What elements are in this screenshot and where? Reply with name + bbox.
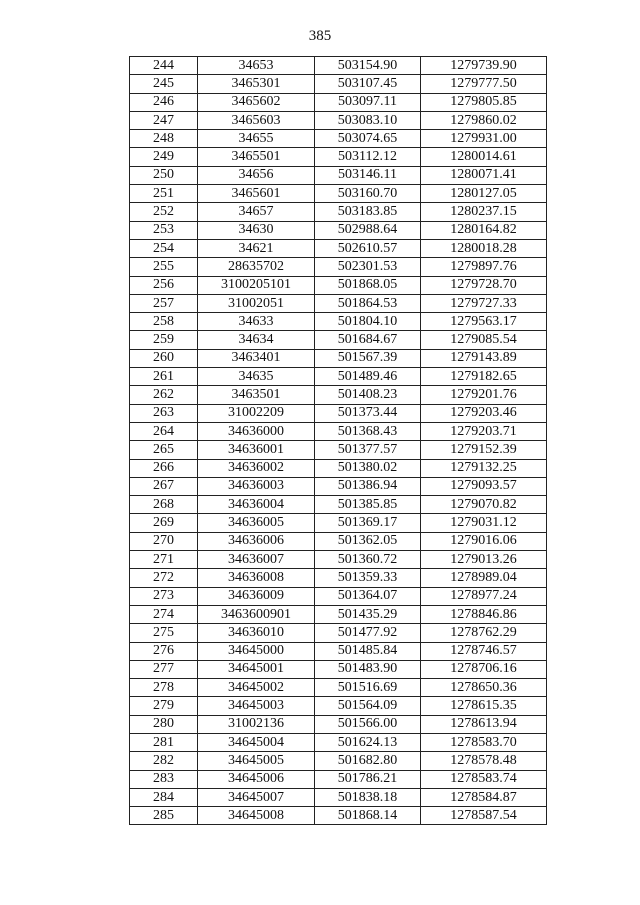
row-index-cell: 272	[130, 569, 198, 587]
point-id-cell: 34645006	[198, 770, 315, 788]
table-row	[130, 551, 547, 569]
y-coordinate-cell: 1278613.94	[421, 715, 547, 733]
table-row	[130, 276, 547, 294]
row-index-cell: 281	[130, 733, 198, 751]
y-coordinate-cell: 1279031.12	[421, 514, 547, 532]
x-coordinate-cell: 501489.46	[315, 368, 421, 386]
table-row	[130, 532, 547, 550]
table-row	[130, 624, 547, 642]
table-row	[130, 368, 547, 386]
point-id-cell: 34636009	[198, 587, 315, 605]
x-coordinate-cell: 501682.80	[315, 752, 421, 770]
table-row	[130, 57, 547, 75]
y-coordinate-cell: 1279203.46	[421, 404, 547, 422]
y-coordinate-cell: 1279739.90	[421, 57, 547, 75]
row-index-cell: 258	[130, 313, 198, 331]
x-coordinate-cell: 501408.23	[315, 386, 421, 404]
point-id-cell: 34657	[198, 203, 315, 221]
table-row	[130, 221, 547, 239]
point-id-cell: 3465501	[198, 148, 315, 166]
y-coordinate-cell: 1278583.70	[421, 733, 547, 751]
point-id-cell: 3465602	[198, 93, 315, 111]
x-coordinate-cell: 501516.69	[315, 679, 421, 697]
x-coordinate-cell: 501362.05	[315, 532, 421, 550]
row-index-cell: 256	[130, 276, 198, 294]
row-index-cell: 249	[130, 148, 198, 166]
y-coordinate-cell: 1279931.00	[421, 130, 547, 148]
x-coordinate-cell: 501373.44	[315, 404, 421, 422]
y-coordinate-cell: 1278846.86	[421, 605, 547, 623]
x-coordinate-cell: 501483.90	[315, 660, 421, 678]
y-coordinate-cell: 1279070.82	[421, 496, 547, 514]
x-coordinate-cell: 501364.07	[315, 587, 421, 605]
table-row	[130, 111, 547, 129]
point-id-cell: 34636010	[198, 624, 315, 642]
x-coordinate-cell: 503183.85	[315, 203, 421, 221]
table-row	[130, 386, 547, 404]
y-coordinate-cell: 1278746.57	[421, 642, 547, 660]
x-coordinate-cell: 503146.11	[315, 166, 421, 184]
x-coordinate-cell: 501564.09	[315, 697, 421, 715]
x-coordinate-cell: 503154.90	[315, 57, 421, 75]
row-index-cell: 279	[130, 697, 198, 715]
y-coordinate-cell: 1279563.17	[421, 313, 547, 331]
table-row	[130, 441, 547, 459]
row-index-cell: 260	[130, 349, 198, 367]
point-id-cell: 3465601	[198, 185, 315, 203]
y-coordinate-cell: 1278706.16	[421, 660, 547, 678]
x-coordinate-cell: 501377.57	[315, 441, 421, 459]
page-number: 385	[308, 28, 332, 44]
x-coordinate-cell: 503083.10	[315, 111, 421, 129]
table-row	[130, 605, 547, 623]
point-id-cell: 34636003	[198, 477, 315, 495]
row-index-cell: 278	[130, 679, 198, 697]
point-id-cell: 3463401	[198, 349, 315, 367]
point-id-cell: 31002209	[198, 404, 315, 422]
row-index-cell: 271	[130, 551, 198, 569]
y-coordinate-cell: 1278977.24	[421, 587, 547, 605]
table-row	[130, 239, 547, 257]
row-index-cell: 268	[130, 496, 198, 514]
y-coordinate-cell: 1278583.74	[421, 770, 547, 788]
table-row	[130, 496, 547, 514]
y-coordinate-cell: 1279182.65	[421, 368, 547, 386]
row-index-cell: 267	[130, 477, 198, 495]
row-index-cell: 265	[130, 441, 198, 459]
row-index-cell: 244	[130, 57, 198, 75]
table-row	[130, 807, 547, 825]
point-id-cell: 34645004	[198, 733, 315, 751]
row-index-cell: 269	[130, 514, 198, 532]
row-index-cell: 252	[130, 203, 198, 221]
y-coordinate-cell: 1279860.02	[421, 111, 547, 129]
table-row	[130, 514, 547, 532]
point-id-cell: 3465301	[198, 75, 315, 93]
y-coordinate-cell: 1279143.89	[421, 349, 547, 367]
x-coordinate-cell: 503097.11	[315, 93, 421, 111]
x-coordinate-cell: 501786.21	[315, 770, 421, 788]
point-id-cell: 34645003	[198, 697, 315, 715]
point-id-cell: 34636005	[198, 514, 315, 532]
table-row	[130, 697, 547, 715]
x-coordinate-cell: 501385.85	[315, 496, 421, 514]
row-index-cell: 262	[130, 386, 198, 404]
point-id-cell: 34633	[198, 313, 315, 331]
x-coordinate-cell: 501369.17	[315, 514, 421, 532]
point-id-cell: 34636008	[198, 569, 315, 587]
x-coordinate-cell: 501380.02	[315, 459, 421, 477]
row-index-cell: 255	[130, 258, 198, 276]
point-id-cell: 34645008	[198, 807, 315, 825]
row-index-cell: 251	[130, 185, 198, 203]
table-row	[130, 679, 547, 697]
x-coordinate-cell: 501624.13	[315, 733, 421, 751]
y-coordinate-cell: 1279727.33	[421, 294, 547, 312]
point-id-cell: 3463501	[198, 386, 315, 404]
y-coordinate-cell: 1279203.71	[421, 422, 547, 440]
x-coordinate-cell: 501386.94	[315, 477, 421, 495]
x-coordinate-cell: 502610.57	[315, 239, 421, 257]
table-row	[130, 148, 547, 166]
x-coordinate-cell: 503107.45	[315, 75, 421, 93]
table-row	[130, 459, 547, 477]
y-coordinate-cell: 1279897.76	[421, 258, 547, 276]
x-coordinate-cell: 501804.10	[315, 313, 421, 331]
point-id-cell: 3100205101	[198, 276, 315, 294]
x-coordinate-cell: 503112.12	[315, 148, 421, 166]
point-id-cell: 34656	[198, 166, 315, 184]
row-index-cell: 283	[130, 770, 198, 788]
row-index-cell: 248	[130, 130, 198, 148]
x-coordinate-cell: 501838.18	[315, 788, 421, 806]
x-coordinate-cell: 501567.39	[315, 349, 421, 367]
table-row	[130, 422, 547, 440]
x-coordinate-cell: 501368.43	[315, 422, 421, 440]
row-index-cell: 277	[130, 660, 198, 678]
point-id-cell: 3465603	[198, 111, 315, 129]
point-id-cell: 34636006	[198, 532, 315, 550]
table-row	[130, 349, 547, 367]
row-index-cell: 274	[130, 605, 198, 623]
row-index-cell: 263	[130, 404, 198, 422]
row-index-cell: 270	[130, 532, 198, 550]
y-coordinate-cell: 1280164.82	[421, 221, 547, 239]
row-index-cell: 273	[130, 587, 198, 605]
y-coordinate-cell: 1279016.06	[421, 532, 547, 550]
table-row	[130, 331, 547, 349]
point-id-cell: 3463600901	[198, 605, 315, 623]
y-coordinate-cell: 1278650.36	[421, 679, 547, 697]
y-coordinate-cell: 1279132.25	[421, 459, 547, 477]
table-row	[130, 75, 547, 93]
row-index-cell: 257	[130, 294, 198, 312]
row-index-cell: 266	[130, 459, 198, 477]
table-row	[130, 715, 547, 733]
table-row	[130, 294, 547, 312]
row-index-cell: 285	[130, 807, 198, 825]
x-coordinate-cell: 502988.64	[315, 221, 421, 239]
row-index-cell: 275	[130, 624, 198, 642]
row-index-cell: 246	[130, 93, 198, 111]
point-id-cell: 34645007	[198, 788, 315, 806]
x-coordinate-cell: 501868.14	[315, 807, 421, 825]
x-coordinate-cell: 501485.84	[315, 642, 421, 660]
point-id-cell: 34645001	[198, 660, 315, 678]
y-coordinate-cell: 1278578.48	[421, 752, 547, 770]
y-coordinate-cell: 1279201.76	[421, 386, 547, 404]
table-row	[130, 185, 547, 203]
point-id-cell: 34634	[198, 331, 315, 349]
y-coordinate-cell: 1279093.57	[421, 477, 547, 495]
point-id-cell: 31002051	[198, 294, 315, 312]
row-index-cell: 250	[130, 166, 198, 184]
x-coordinate-cell: 503160.70	[315, 185, 421, 203]
y-coordinate-cell: 1279777.50	[421, 75, 547, 93]
x-coordinate-cell: 501868.05	[315, 276, 421, 294]
x-coordinate-cell: 501864.53	[315, 294, 421, 312]
table-row	[130, 587, 547, 605]
table-row	[130, 788, 547, 806]
y-coordinate-cell: 1280014.61	[421, 148, 547, 166]
y-coordinate-cell: 1278587.54	[421, 807, 547, 825]
row-index-cell: 282	[130, 752, 198, 770]
point-id-cell: 34621	[198, 239, 315, 257]
y-coordinate-cell: 1278615.35	[421, 697, 547, 715]
row-index-cell: 247	[130, 111, 198, 129]
point-id-cell: 34636000	[198, 422, 315, 440]
row-index-cell: 259	[130, 331, 198, 349]
point-id-cell: 34645005	[198, 752, 315, 770]
y-coordinate-cell: 1278762.29	[421, 624, 547, 642]
x-coordinate-cell: 501435.29	[315, 605, 421, 623]
x-coordinate-cell: 503074.65	[315, 130, 421, 148]
table-row	[130, 313, 547, 331]
point-id-cell: 34636004	[198, 496, 315, 514]
table-row	[130, 477, 547, 495]
row-index-cell: 276	[130, 642, 198, 660]
y-coordinate-cell: 1279152.39	[421, 441, 547, 459]
table-row	[130, 660, 547, 678]
table-row	[130, 130, 547, 148]
table-row	[130, 733, 547, 751]
row-index-cell: 253	[130, 221, 198, 239]
x-coordinate-cell: 501360.72	[315, 551, 421, 569]
point-id-cell: 34636007	[198, 551, 315, 569]
x-coordinate-cell: 501359.33	[315, 569, 421, 587]
point-id-cell: 34645000	[198, 642, 315, 660]
y-coordinate-cell: 1280237.15	[421, 203, 547, 221]
table-row	[130, 404, 547, 422]
table-row	[130, 642, 547, 660]
x-coordinate-cell: 502301.53	[315, 258, 421, 276]
y-coordinate-cell: 1279085.54	[421, 331, 547, 349]
point-id-cell: 34630	[198, 221, 315, 239]
table-row	[130, 569, 547, 587]
point-id-cell: 31002136	[198, 715, 315, 733]
row-index-cell: 245	[130, 75, 198, 93]
y-coordinate-cell: 1280071.41	[421, 166, 547, 184]
row-index-cell: 284	[130, 788, 198, 806]
point-id-cell: 28635702	[198, 258, 315, 276]
y-coordinate-cell: 1280018.28	[421, 239, 547, 257]
table-row	[130, 93, 547, 111]
table-row	[130, 166, 547, 184]
point-id-cell: 34653	[198, 57, 315, 75]
y-coordinate-cell: 1279805.85	[421, 93, 547, 111]
y-coordinate-cell: 1279013.26	[421, 551, 547, 569]
table-row	[130, 770, 547, 788]
table-row	[130, 752, 547, 770]
y-coordinate-cell: 1279728.70	[421, 276, 547, 294]
y-coordinate-cell: 1278989.04	[421, 569, 547, 587]
row-index-cell: 261	[130, 368, 198, 386]
point-id-cell: 34655	[198, 130, 315, 148]
row-index-cell: 264	[130, 422, 198, 440]
row-index-cell: 280	[130, 715, 198, 733]
x-coordinate-cell: 501477.92	[315, 624, 421, 642]
table-body	[130, 57, 547, 825]
point-id-cell: 34635	[198, 368, 315, 386]
point-id-cell: 34645002	[198, 679, 315, 697]
point-id-cell: 34636002	[198, 459, 315, 477]
y-coordinate-cell: 1280127.05	[421, 185, 547, 203]
row-index-cell: 254	[130, 239, 198, 257]
point-id-cell: 34636001	[198, 441, 315, 459]
y-coordinate-cell: 1278584.87	[421, 788, 547, 806]
coordinates-table	[129, 56, 547, 825]
x-coordinate-cell: 501566.00	[315, 715, 421, 733]
table-row	[130, 258, 547, 276]
x-coordinate-cell: 501684.67	[315, 331, 421, 349]
table-row	[130, 203, 547, 221]
